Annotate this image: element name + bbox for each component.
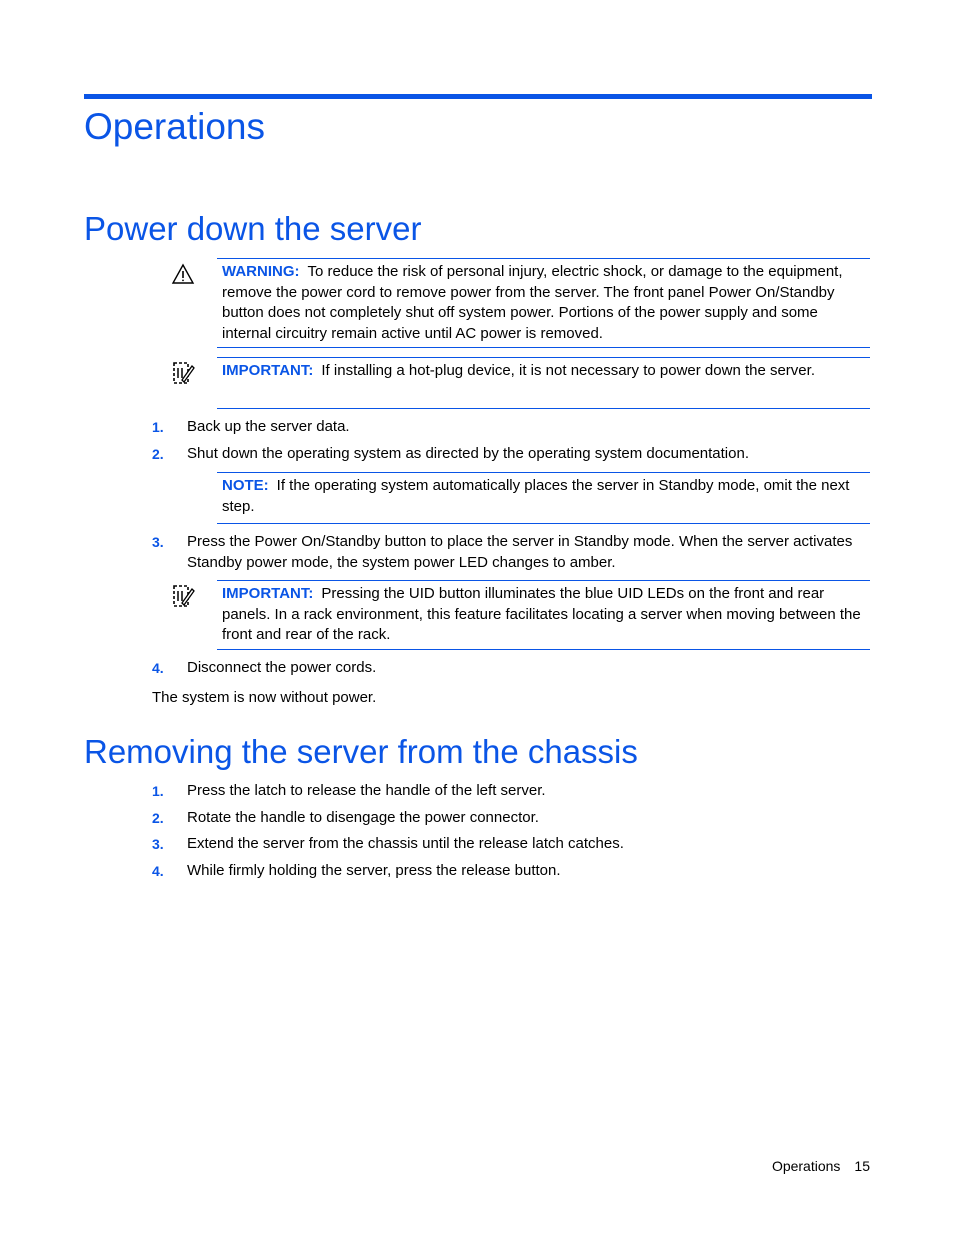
conclusion-text: The system is now without power. (152, 689, 377, 706)
important-note-icon (171, 360, 195, 391)
warning-box (217, 258, 870, 348)
step-text: Press the Power On/Standby button to place the server in Standby mode. When the server activates Standby power mode, the system power LED changes to amber. (187, 533, 853, 571)
step-text: Back up the server data. (187, 418, 350, 435)
important-label: IMPORTANT: (222, 585, 314, 602)
step-number: 3. (152, 534, 164, 550)
step-text: Press the latch to release the handle of the left server. (187, 782, 546, 799)
section-title-power-down: Power down the server (84, 210, 422, 247)
chapter-title: Operations (84, 106, 265, 147)
section-title-removing-server: Removing the server from the chassis (84, 733, 638, 770)
step-number: 2. (152, 810, 164, 826)
step-number: 1. (152, 783, 164, 799)
note-text: If the operating system automatically places the server in Standby mode, omit the next step. (222, 477, 850, 515)
page-footer (772, 1158, 870, 1174)
page-number: 15 (854, 1158, 870, 1174)
step-number: 1. (152, 419, 164, 435)
warning-triangle-icon (171, 263, 195, 290)
step-number: 3. (152, 836, 164, 852)
important-note-icon (171, 583, 195, 614)
important-text: If installing a hot-plug device, it is not necessary to power down the server. (321, 362, 815, 379)
step-text: Extend the server from the chassis until the release latch catches. (187, 835, 624, 852)
note-box (217, 472, 870, 524)
step-text: Shut down the operating system as directed by the operating system documentation. (187, 445, 749, 462)
note-label: NOTE: (222, 477, 269, 494)
warning-text: To reduce the risk of personal injury, electric shock, or damage to the equipment, remove the power cord to remove power from the server. The front panel Power On/Standby button does not completely shut off system power. Portions of the power supply and some internal circuitry remain active until AC power is removed. (222, 263, 843, 342)
step-number: 2. (152, 446, 164, 462)
step-text: While firmly holding the server, press the release button. (187, 862, 561, 879)
important-text: Pressing the UID button illuminates the blue UID LEDs on the front and rear panels. In a rack environment, this feature facilitates locating a server when moving between the front and rear of the rack. (222, 585, 861, 643)
important-box-2 (217, 580, 870, 650)
step-number: 4. (152, 660, 164, 676)
step-number: 4. (152, 863, 164, 879)
chapter-rule (84, 94, 872, 99)
footer-section: Operations (771, 1158, 841, 1174)
important-label: IMPORTANT: (222, 362, 314, 379)
step-text: Rotate the handle to disengage the power connector. (187, 809, 539, 826)
warning-label: WARNING: (222, 263, 300, 280)
important-box-1 (217, 357, 870, 409)
step-text: Disconnect the power cords. (187, 659, 377, 676)
